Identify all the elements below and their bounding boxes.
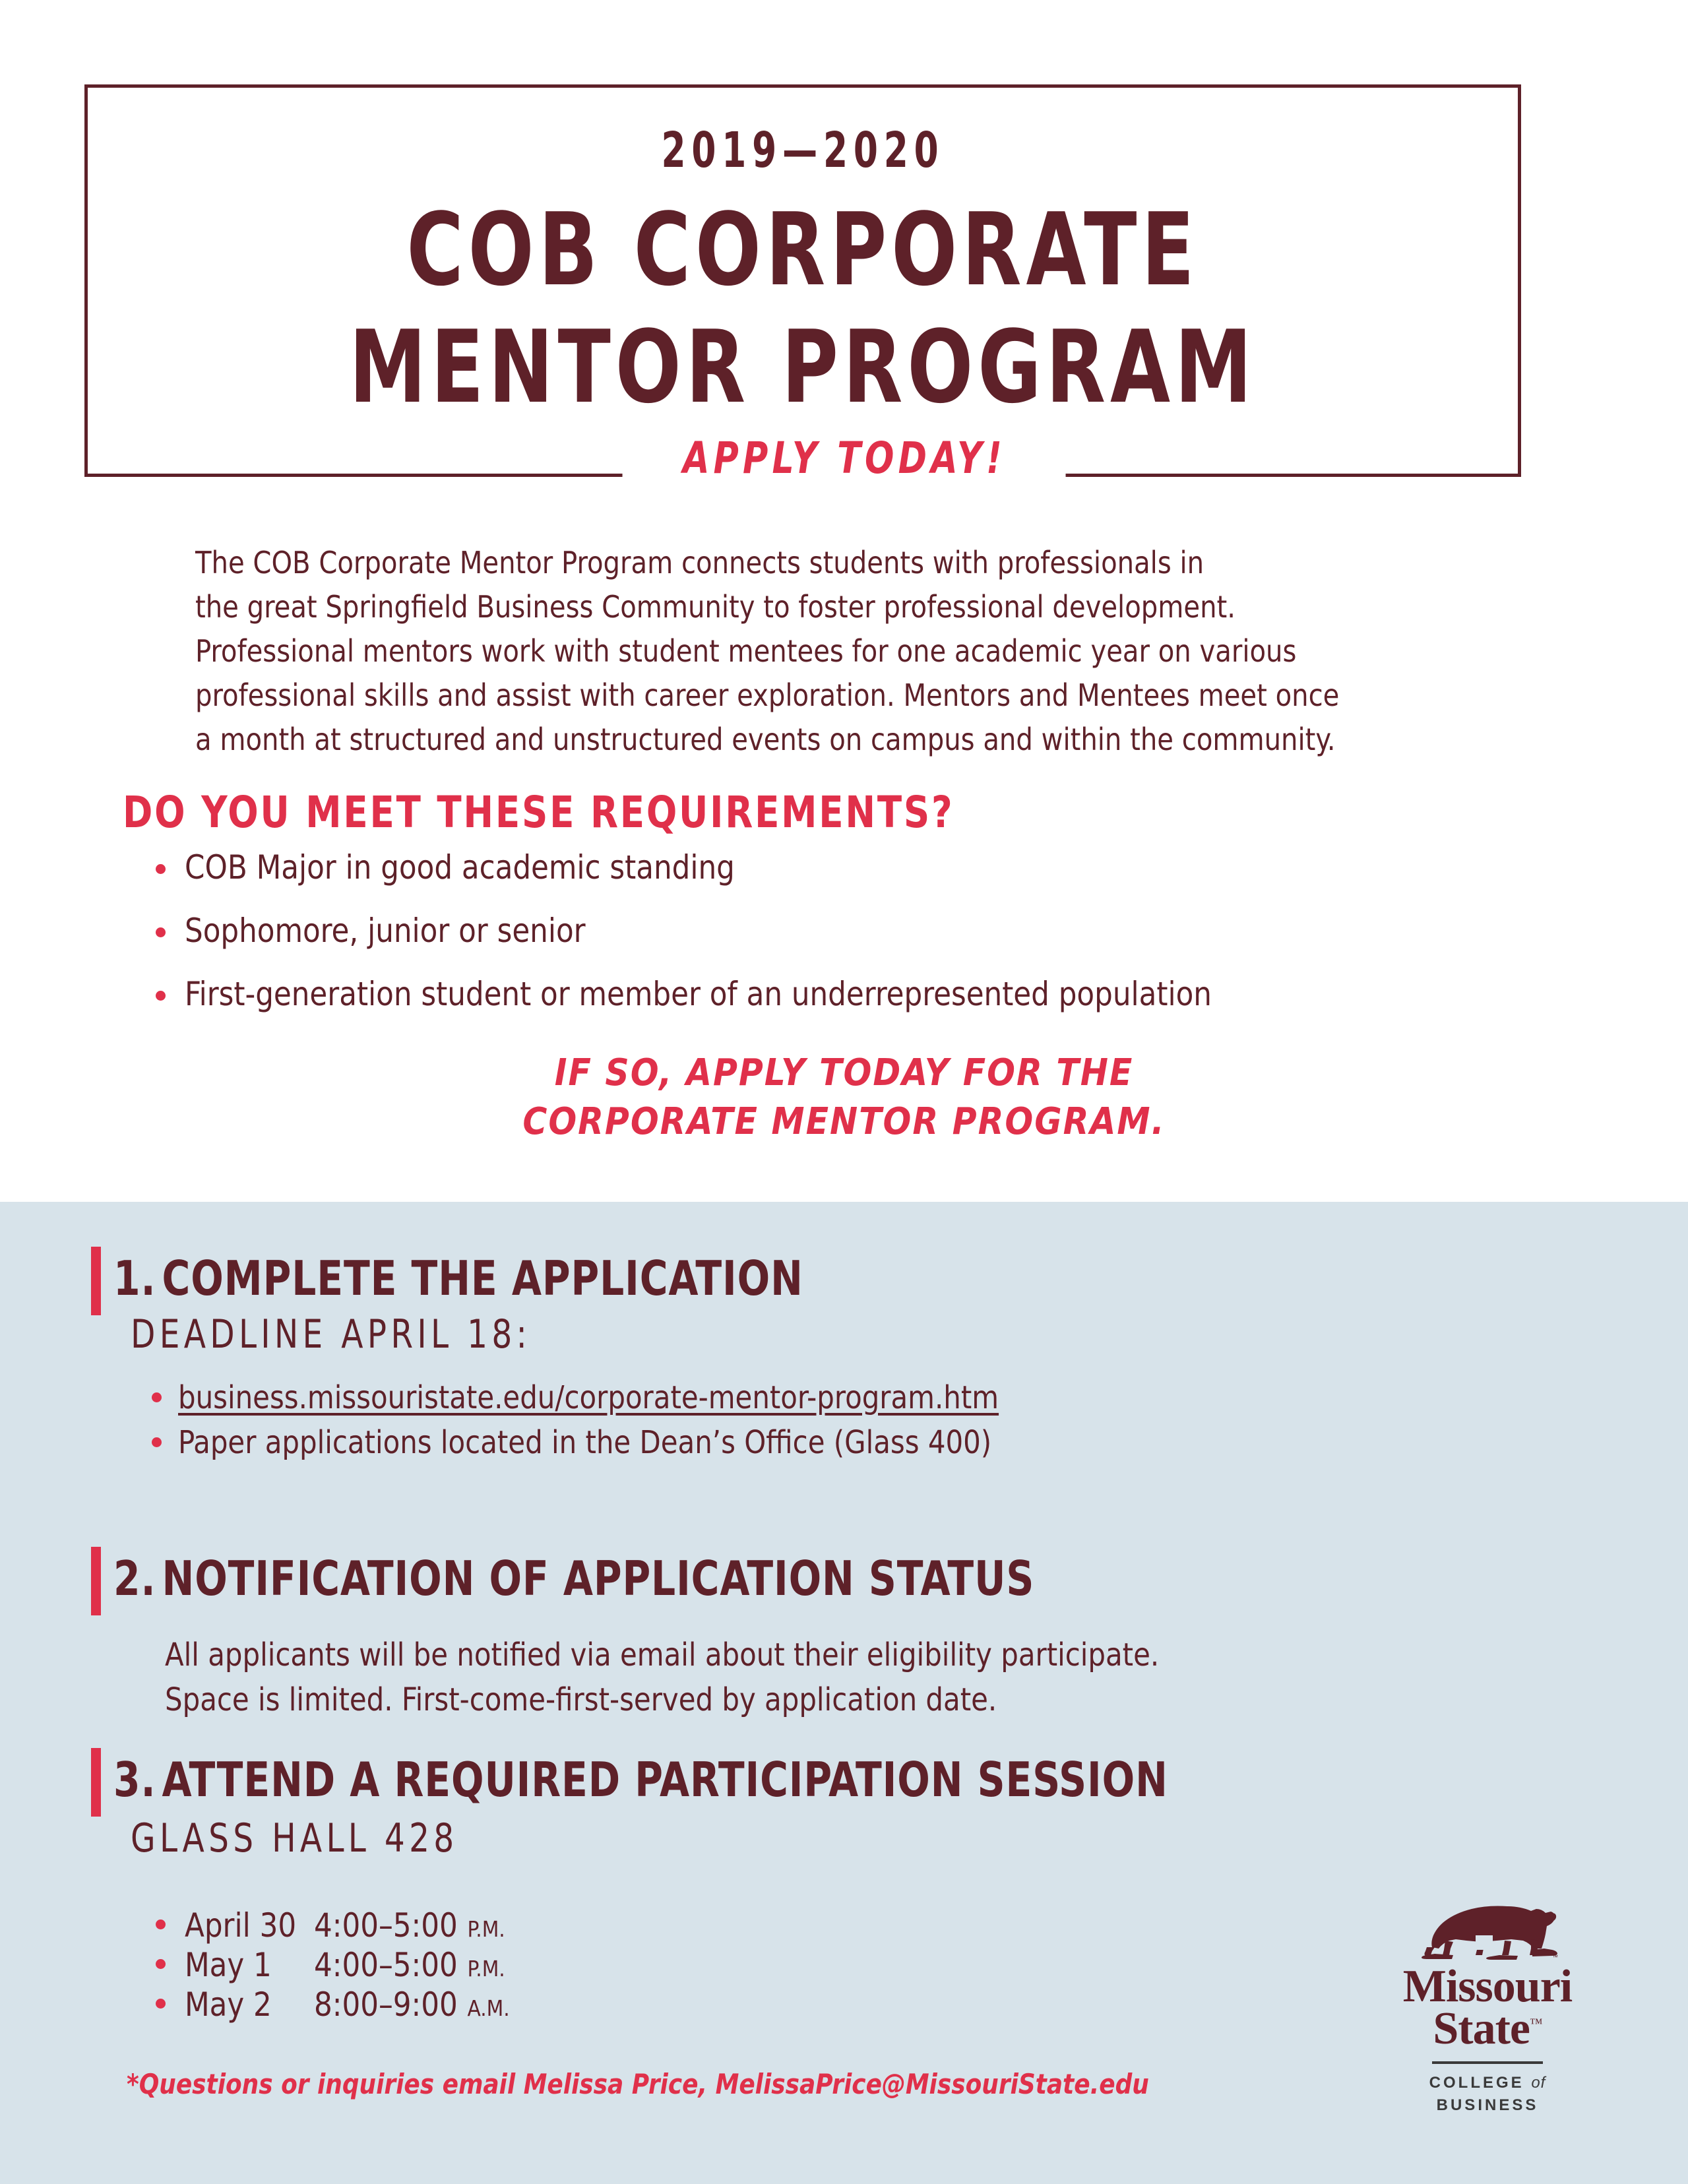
step-2-body [165, 1633, 1159, 1722]
bullet-dot-icon [152, 1437, 162, 1447]
step-3-title [113, 1752, 1168, 1807]
bullet-dot-icon [156, 1919, 166, 1929]
session-times-list [156, 1906, 510, 2025]
intro-paragraph [195, 541, 1430, 762]
step-3-number: 3. [113, 1752, 156, 1807]
intro-line: a month at structured and unstructured events on campus and within the community. [195, 722, 1336, 757]
poster-title-line-2: MENTOR PROGRAM [349, 309, 1257, 425]
logo-word-state-wrap [1385, 2003, 1590, 2055]
apply-today-text: APPLY TODAY! [682, 433, 1006, 484]
session-date: April 30 [185, 1906, 297, 1945]
session-row [156, 1906, 510, 1946]
logo-divider [1432, 2061, 1543, 2064]
missouri-state-logo [1385, 1900, 1590, 2117]
application-url-link[interactable]: business.missouristate.edu/corporate-mentor-program.htm [178, 1379, 999, 1416]
step-1-title-text: COMPLETE THE APPLICATION [162, 1251, 803, 1306]
logo-subtitle [1385, 2072, 1590, 2117]
step-2-body-line: Space is limited. First-come-first-served by application date. [165, 1681, 997, 1718]
session-time: 4:00–5:00 [314, 1946, 458, 1984]
bullet-dot-icon [156, 1959, 166, 1969]
session-time: 8:00–9:00 [314, 1985, 458, 2024]
session-time: 4:00–5:00 [314, 1906, 458, 1945]
session-meridiem: P.M. [467, 1956, 505, 1981]
step-1-bullets [152, 1375, 1024, 1465]
requirements-list [156, 848, 1541, 1041]
step-accent-bar [91, 1547, 101, 1615]
step-3-title-text: ATTEND A REQUIRED PARTICIPATION SESSION [162, 1752, 1168, 1807]
apply-today-badge [622, 433, 1066, 484]
bullet-dot-icon [156, 991, 166, 1001]
step-2-title-text: NOTIFICATION OF APPLICATION STATUS [162, 1551, 1035, 1606]
logo-of-label: of [1531, 2073, 1546, 2092]
bear-icon [1415, 1900, 1560, 1960]
requirement-label: First-generation student or member of an underrepresented population [185, 975, 1212, 1013]
list-item[interactable] [152, 1375, 1024, 1420]
intro-line: Professional mentors work with student mentees for one academic year on various [195, 633, 1297, 669]
logo-wordmark [1385, 1961, 1590, 2055]
step-2-body-line: All applicants will be notified via email about their eligibility participate. [165, 1637, 1160, 1673]
bullet-dot-icon [152, 1392, 162, 1402]
list-item [156, 848, 1541, 914]
bullet-dot-icon [156, 864, 166, 874]
hero-framed-box [84, 84, 1521, 477]
list-item [156, 975, 1541, 1041]
intro-line: the great Springfield Business Community to foster professional development. [195, 589, 1236, 625]
session-date: May 1 [185, 1946, 272, 1984]
step-accent-bar [91, 1247, 101, 1315]
logo-word-state: State [1433, 2003, 1530, 2055]
call-to-action-line-2: CORPORATE MENTOR PROGRAM. [522, 1100, 1166, 1143]
requirements-heading: DO YOU MEET THESE REQUIREMENTS? [123, 787, 954, 838]
requirement-label: Sophomore, junior or senior [185, 912, 586, 950]
session-meridiem: P.M. [467, 1916, 505, 1942]
paper-application-label: Paper applications located in the Dean’s Office (Glass 400) [178, 1424, 992, 1461]
list-item [156, 914, 1541, 978]
list-item [152, 1420, 1024, 1465]
call-to-action-line-1: IF SO, APPLY TODAY FOR THE [554, 1051, 1134, 1094]
bullet-dot-icon [156, 927, 166, 937]
step-1-subtitle: DEADLINE APRIL 18: [131, 1311, 532, 1357]
call-to-action [0, 1049, 1688, 1146]
logo-subtitle-line-1 [1385, 2072, 1590, 2094]
step-1-number: 1. [113, 1251, 156, 1306]
logo-subtitle-line-2: BUSINESS [1436, 2096, 1539, 2114]
step-1-title [113, 1251, 803, 1306]
logo-word-missouri: Missouri [1402, 1961, 1573, 2012]
session-row [156, 1946, 510, 1985]
bullet-dot-icon [156, 1999, 166, 2009]
bear-trademark: ™ [1552, 1954, 1558, 1960]
intro-line: professional skills and assist with career exploration. Mentors and Mentees meet once [195, 677, 1340, 713]
step-3-subtitle: GLASS HALL 428 [131, 1815, 458, 1861]
session-row [156, 1985, 510, 2025]
logo-trademark: ™ [1530, 2016, 1542, 2032]
contact-note: *Questions or inquiries email Melissa Price, MelissaPrice@MissouriState.edu [127, 2068, 1149, 2100]
requirement-label: COB Major in good academic standing [185, 848, 735, 887]
step-accent-bar [91, 1748, 101, 1817]
step-2-number: 2. [113, 1551, 156, 1606]
session-date: May 2 [185, 1985, 272, 2024]
poster-title-line-1: COB CORPORATE [406, 191, 1199, 308]
session-meridiem: A.M. [467, 1995, 510, 2021]
intro-line: The COB Corporate Mentor Program connects students with professionals in [195, 545, 1204, 580]
program-year: 2019—2020 [661, 122, 945, 179]
step-2-title [113, 1551, 1034, 1606]
logo-college-label: COLLEGE [1429, 2073, 1532, 2092]
